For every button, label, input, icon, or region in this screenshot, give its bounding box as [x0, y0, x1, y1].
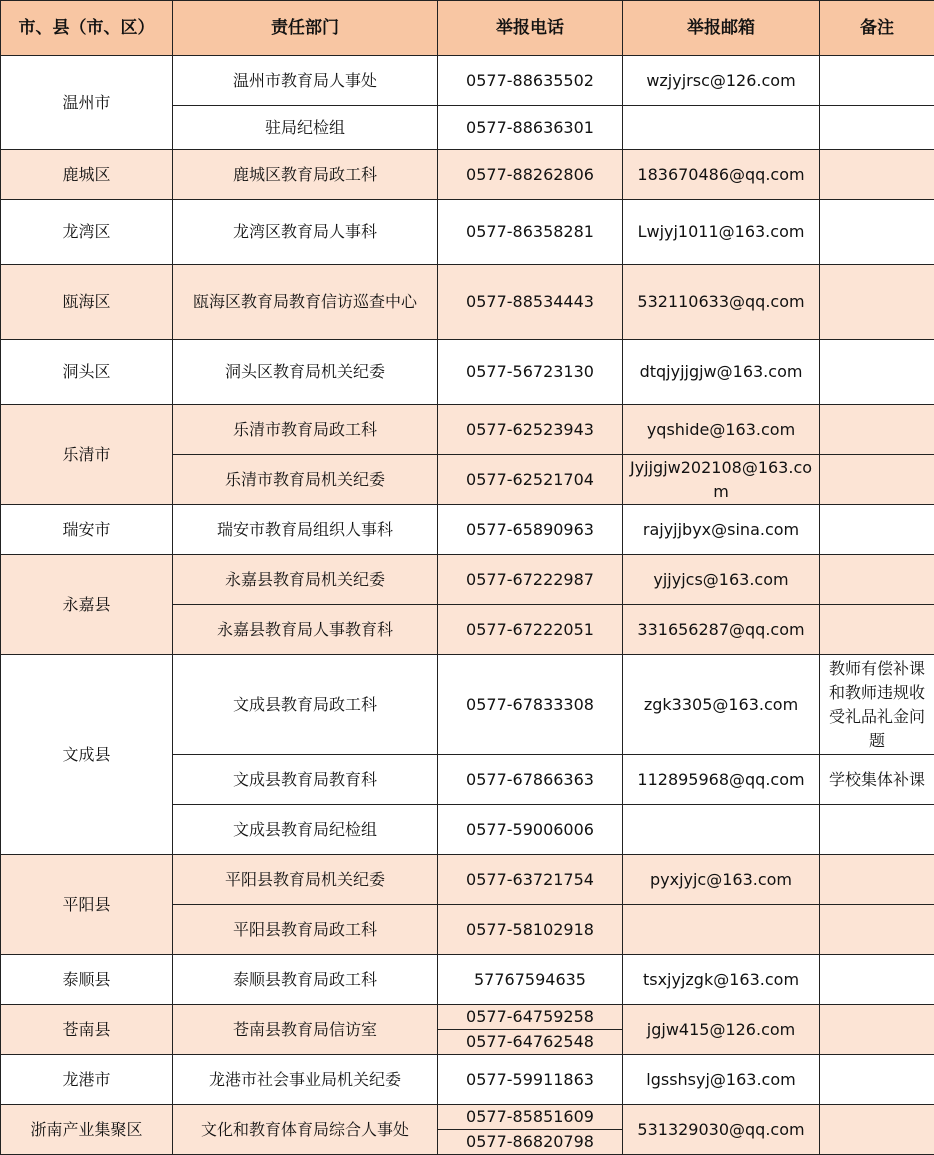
header-region: 市、县（市、区）: [1, 1, 173, 56]
table-row: [1, 955, 934, 1005]
email-cell: lgsshsyj@163.com: [623, 1055, 820, 1105]
phone-cell: 0577-67833308: [438, 655, 623, 755]
phone-cell: 0577-59911863: [438, 1055, 623, 1105]
note-cell: [820, 955, 934, 1005]
note-cell: [820, 1105, 934, 1155]
region-cell: 苍南县: [1, 1005, 173, 1055]
department-cell: 洞头区教育局机关纪委: [173, 340, 438, 405]
email-cell: rajyjjbyx@sina.com: [623, 505, 820, 555]
email-cell: Jyjjgjw202108@163.com: [623, 455, 820, 505]
note-cell: [820, 905, 934, 955]
email-cell: yjjyjcs@163.com: [623, 555, 820, 605]
note-cell: [820, 855, 934, 905]
email-cell: [623, 106, 820, 150]
phone-cell: 0577-86820798: [438, 1130, 623, 1155]
note-cell: [820, 265, 934, 340]
phone-cell: 0577-59006006: [438, 805, 623, 855]
note-cell: [820, 505, 934, 555]
note-cell: [820, 56, 934, 106]
phone-cell: 0577-85851609: [438, 1105, 623, 1130]
email-cell: 331656287@qq.com: [623, 605, 820, 655]
region-cell: 龙湾区: [1, 200, 173, 265]
region-cell: 文成县: [1, 655, 173, 855]
table-row: [1, 655, 934, 755]
email-cell: wzjyjrsc@126.com: [623, 56, 820, 106]
email-cell: Lwjyj1011@163.com: [623, 200, 820, 265]
department-cell: 永嘉县教育局人事教育科: [173, 605, 438, 655]
department-cell: 瑞安市教育局组织人事科: [173, 505, 438, 555]
phone-cell: 0577-67866363: [438, 755, 623, 805]
department-cell: 文成县教育局政工科: [173, 655, 438, 755]
table-row: [1, 265, 934, 340]
region-cell: 永嘉县: [1, 555, 173, 655]
note-cell: [820, 455, 934, 505]
region-cell: 平阳县: [1, 855, 173, 955]
table-row: [1, 1055, 934, 1105]
table-row: [1, 405, 934, 455]
email-cell: tsxjyjzgk@163.com: [623, 955, 820, 1005]
table-row: [1, 555, 934, 605]
email-cell: zgk3305@163.com: [623, 655, 820, 755]
note-cell: [820, 805, 934, 855]
table-row: [1, 1105, 934, 1130]
phone-cell: 0577-86358281: [438, 200, 623, 265]
note-cell: [820, 1005, 934, 1055]
table-row: [1, 200, 934, 265]
department-cell: 平阳县教育局政工科: [173, 905, 438, 955]
email-cell: [623, 805, 820, 855]
region-cell: 瑞安市: [1, 505, 173, 555]
department-cell: 泰顺县教育局政工科: [173, 955, 438, 1005]
note-cell: [820, 1055, 934, 1105]
table-row: [1, 855, 934, 905]
phone-cell: 0577-63721754: [438, 855, 623, 905]
table-row: [1, 1005, 934, 1030]
phone-cell: 0577-56723130: [438, 340, 623, 405]
department-cell: 平阳县教育局机关纪委: [173, 855, 438, 905]
phone-cell: 0577-58102918: [438, 905, 623, 955]
email-cell: dtqjyjjgjw@163.com: [623, 340, 820, 405]
note-cell: [820, 605, 934, 655]
department-cell: 龙湾区教育局人事科: [173, 200, 438, 265]
department-cell: 苍南县教育局信访室: [173, 1005, 438, 1055]
header-email: 举报邮箱: [623, 1, 820, 56]
phone-cell: 0577-67222987: [438, 555, 623, 605]
note-cell: [820, 200, 934, 265]
department-cell: 乐清市教育局机关纪委: [173, 455, 438, 505]
note-cell: [820, 555, 934, 605]
region-cell: 泰顺县: [1, 955, 173, 1005]
note-cell: [820, 340, 934, 405]
department-cell: 文化和教育体育局综合人事处: [173, 1105, 438, 1155]
department-cell: 龙港市社会事业局机关纪委: [173, 1055, 438, 1105]
phone-cell: 0577-88636301: [438, 106, 623, 150]
header-row: [1, 1, 934, 56]
email-cell: jgjw415@126.com: [623, 1005, 820, 1055]
note-cell: [820, 150, 934, 200]
email-cell: 183670486@qq.com: [623, 150, 820, 200]
email-cell: 532110633@qq.com: [623, 265, 820, 340]
department-cell: 乐清市教育局政工科: [173, 405, 438, 455]
email-cell: 531329030@qq.com: [623, 1105, 820, 1155]
phone-cell: 0577-62521704: [438, 455, 623, 505]
region-cell: 龙港市: [1, 1055, 173, 1105]
region-cell: 瓯海区: [1, 265, 173, 340]
phone-cell: 0577-64762548: [438, 1030, 623, 1055]
email-cell: 112895968@qq.com: [623, 755, 820, 805]
phone-cell: 0577-65890963: [438, 505, 623, 555]
email-cell: yqshide@163.com: [623, 405, 820, 455]
phone-cell: 0577-64759258: [438, 1005, 623, 1030]
region-cell: 鹿城区: [1, 150, 173, 200]
phone-cell: 0577-88534443: [438, 265, 623, 340]
phone-cell: 0577-88635502: [438, 56, 623, 106]
note-cell: [820, 106, 934, 150]
header-phone: 举报电话: [438, 1, 623, 56]
department-cell: 永嘉县教育局机关纪委: [173, 555, 438, 605]
table-body: [1, 56, 934, 1155]
department-cell: 鹿城区教育局政工科: [173, 150, 438, 200]
email-cell: [623, 905, 820, 955]
phone-cell: 0577-88262806: [438, 150, 623, 200]
phone-cell: 57767594635: [438, 955, 623, 1005]
region-cell: 乐清市: [1, 405, 173, 505]
department-cell: 文成县教育局教育科: [173, 755, 438, 805]
note-cell: 教师有偿补课和教师违规收受礼品礼金问题: [820, 655, 934, 755]
phone-cell: 0577-67222051: [438, 605, 623, 655]
table-row: [1, 340, 934, 405]
department-cell: 瓯海区教育局教育信访巡查中心: [173, 265, 438, 340]
department-cell: 温州市教育局人事处: [173, 56, 438, 106]
department-cell: 文成县教育局纪检组: [173, 805, 438, 855]
region-cell: 洞头区: [1, 340, 173, 405]
table-row: [1, 56, 934, 106]
region-cell: 温州市: [1, 56, 173, 150]
region-cell: 浙南产业集聚区: [1, 1105, 173, 1155]
header-note: 备注: [820, 1, 934, 56]
header-department: 责任部门: [173, 1, 438, 56]
phone-cell: 0577-62523943: [438, 405, 623, 455]
note-cell: [820, 405, 934, 455]
department-cell: 驻局纪检组: [173, 106, 438, 150]
note-cell: 学校集体补课: [820, 755, 934, 805]
email-cell: pyxjyjc@163.com: [623, 855, 820, 905]
table-row: [1, 150, 934, 200]
table-row: [1, 505, 934, 555]
